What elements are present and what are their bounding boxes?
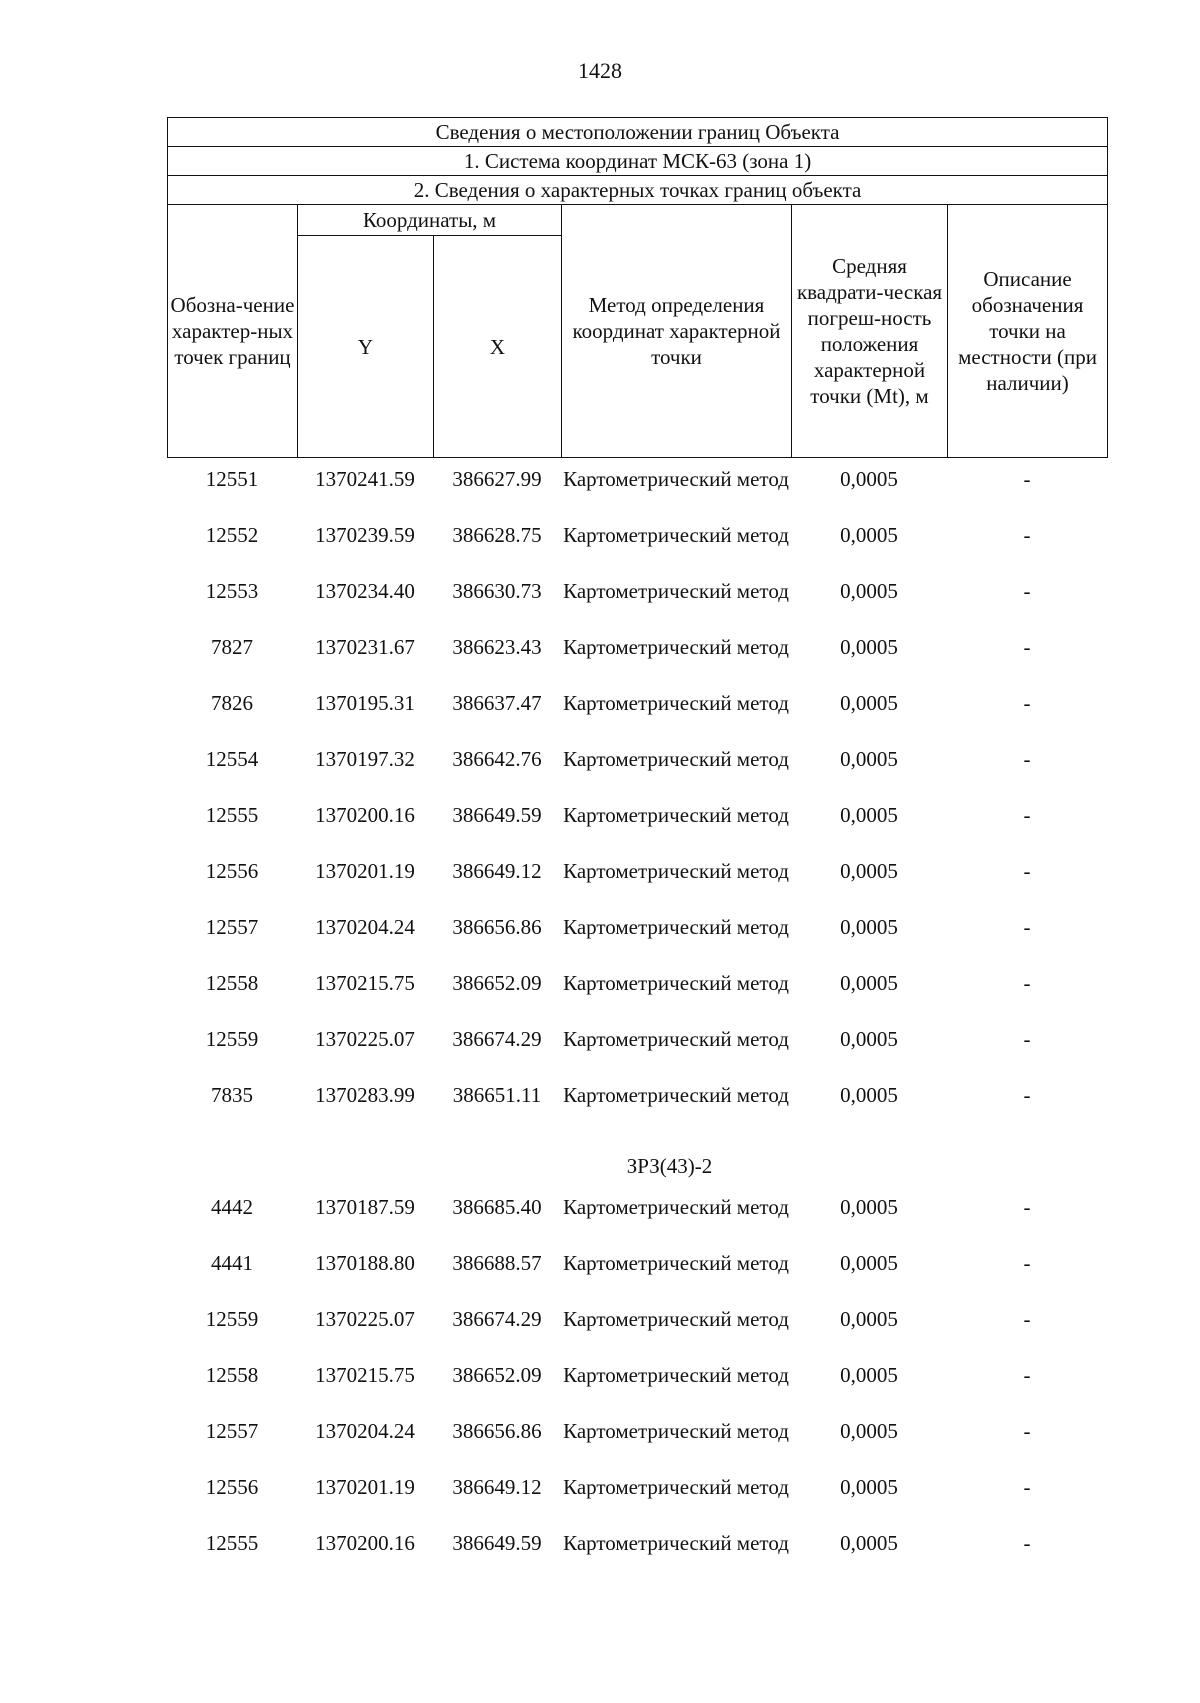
col-header-designation: Обозна-чение характер-ных точек границ <box>168 205 298 458</box>
point-id: 12556 <box>205 859 259 883</box>
point-id: 12555 <box>205 803 259 827</box>
rows-group-1 <box>167 466 1107 1138</box>
method: Картометрический метод <box>563 1195 789 1219</box>
coord-y: 1370201.19 <box>315 1475 415 1499</box>
error-value: 0,0005 <box>840 1475 898 1499</box>
description: - <box>1023 1363 1031 1387</box>
coord-y: 1370234.40 <box>315 579 415 603</box>
coord-x: 386637.47 <box>452 691 542 715</box>
coord-y: 1370195.31 <box>315 691 415 715</box>
error-value: 0,0005 <box>840 579 898 603</box>
coord-y: 1370197.32 <box>315 747 415 771</box>
coord-y: 1370200.16 <box>315 1531 415 1555</box>
coord-x: 386685.40 <box>452 1195 542 1219</box>
method: Картометрический метод <box>563 915 789 939</box>
point-id: 7827 <box>211 635 253 659</box>
section-label: ЗРЗ(43)-2 <box>626 1154 713 1178</box>
method: Картометрический метод <box>563 1251 789 1275</box>
description: - <box>1023 803 1031 827</box>
error-value: 0,0005 <box>840 803 898 827</box>
coord-x: 386674.29 <box>452 1307 542 1331</box>
error-value: 0,0005 <box>840 971 898 995</box>
error-value: 0,0005 <box>840 1363 898 1387</box>
table-row <box>167 1306 1107 1362</box>
method: Картометрический метод <box>563 1363 789 1387</box>
coord-y: 1370225.07 <box>315 1027 415 1051</box>
coord-x: 386649.12 <box>452 1475 542 1499</box>
table-row <box>167 914 1107 970</box>
table-title: Сведения о местоположении границ Объекта <box>168 118 1108 147</box>
error-value: 0,0005 <box>840 1195 898 1219</box>
point-id: 4442 <box>211 1195 253 1219</box>
table-row <box>167 690 1107 746</box>
table-row <box>167 858 1107 914</box>
description: - <box>1023 915 1031 939</box>
error-value: 0,0005 <box>840 635 898 659</box>
coord-x: 386642.76 <box>452 747 542 771</box>
point-id: 12551 <box>205 467 259 491</box>
table-row <box>167 802 1107 858</box>
point-id: 4441 <box>211 1251 253 1275</box>
method: Картометрический метод <box>563 1531 789 1555</box>
method: Картометрический метод <box>563 579 789 603</box>
coord-x: 386649.12 <box>452 859 542 883</box>
col-header-y: Y <box>298 236 434 458</box>
coord-x: 386652.09 <box>452 971 542 995</box>
coord-x: 386627.99 <box>452 467 542 491</box>
table-row <box>167 1026 1107 1082</box>
description: - <box>1023 971 1031 995</box>
rows-group-2 <box>167 1194 1107 1586</box>
method: Картометрический метод <box>563 1419 789 1443</box>
error-value: 0,0005 <box>840 691 898 715</box>
coord-y: 1370241.59 <box>315 467 415 491</box>
coord-y: 1370283.99 <box>315 1083 415 1107</box>
table-row <box>167 634 1107 690</box>
table-row <box>167 1362 1107 1418</box>
point-id: 7835 <box>211 1083 253 1107</box>
error-value: 0,0005 <box>840 1027 898 1051</box>
table-row <box>167 578 1107 634</box>
coord-x: 386674.29 <box>452 1027 542 1051</box>
table-row <box>167 466 1107 522</box>
method: Картометрический метод <box>563 1027 789 1051</box>
table-row <box>167 970 1107 1026</box>
error-value: 0,0005 <box>840 915 898 939</box>
coord-x: 386656.86 <box>452 1419 542 1443</box>
description: - <box>1023 1251 1031 1275</box>
table-row <box>167 1474 1107 1530</box>
table-row <box>167 1530 1107 1586</box>
point-id: 12553 <box>205 579 259 603</box>
point-id: 12558 <box>205 1363 259 1387</box>
description: - <box>1023 1083 1031 1107</box>
coord-x: 386623.43 <box>452 635 542 659</box>
description: - <box>1023 1027 1031 1051</box>
description: - <box>1023 691 1031 715</box>
description: - <box>1023 579 1031 603</box>
point-id: 12559 <box>205 1307 259 1331</box>
table-row <box>167 522 1107 578</box>
col-header-x: X <box>434 236 562 458</box>
coord-y: 1370239.59 <box>315 523 415 547</box>
coord-y: 1370188.80 <box>315 1251 415 1275</box>
method: Картометрический метод <box>563 1475 789 1499</box>
description: - <box>1023 747 1031 771</box>
point-id: 12558 <box>205 971 259 995</box>
section-heading: 2. Сведения о характерных точках границ объекта <box>168 176 1108 205</box>
coord-x: 386628.75 <box>452 523 542 547</box>
description: - <box>1023 1195 1031 1219</box>
error-value: 0,0005 <box>840 1531 898 1555</box>
coord-y: 1370204.24 <box>315 1419 415 1443</box>
col-header-coordinates: Координаты, м <box>298 205 562 236</box>
error-value: 0,0005 <box>840 1307 898 1331</box>
method: Картометрический метод <box>563 747 789 771</box>
table-row <box>167 1418 1107 1474</box>
coord-x: 386688.57 <box>452 1251 542 1275</box>
coord-y: 1370187.59 <box>315 1195 415 1219</box>
col-header-error: Средняя квадрати-ческая погреш-ность положения характерной точки (Mt), м <box>792 205 948 458</box>
description: - <box>1023 523 1031 547</box>
table-header <box>167 117 1108 458</box>
table-row <box>167 746 1107 802</box>
point-id: 12556 <box>205 1475 259 1499</box>
error-value: 0,0005 <box>840 1419 898 1443</box>
coord-y: 1370204.24 <box>315 915 415 939</box>
coord-x: 386649.59 <box>452 1531 542 1555</box>
col-header-method: Метод определения координат характерной точки <box>562 205 792 458</box>
point-id: 12554 <box>205 747 259 771</box>
point-id: 12557 <box>205 915 259 939</box>
description: - <box>1023 1419 1031 1443</box>
description: - <box>1023 1475 1031 1499</box>
error-value: 0,0005 <box>840 747 898 771</box>
coord-x: 386649.59 <box>452 803 542 827</box>
method: Картометрический метод <box>563 971 789 995</box>
description: - <box>1023 1531 1031 1555</box>
table-row <box>167 1250 1107 1306</box>
method: Картометрический метод <box>563 691 789 715</box>
table-row <box>167 1194 1107 1250</box>
coord-y: 1370215.75 <box>315 971 415 995</box>
table-row <box>167 1082 1107 1138</box>
point-id: 7826 <box>211 691 253 715</box>
coord-x: 386656.86 <box>452 915 542 939</box>
method: Картометрический метод <box>563 1307 789 1331</box>
coordinate-system: 1. Система координат МСК-63 (зона 1) <box>168 147 1108 176</box>
page-number: 1428 <box>578 58 622 83</box>
error-value: 0,0005 <box>840 467 898 491</box>
coord-y: 1370225.07 <box>315 1307 415 1331</box>
error-value: 0,0005 <box>840 1083 898 1107</box>
method: Картометрический метод <box>563 803 789 827</box>
point-id: 12557 <box>205 1419 259 1443</box>
method: Картометрический метод <box>563 635 789 659</box>
description: - <box>1023 467 1031 491</box>
point-id: 12555 <box>205 1531 259 1555</box>
error-value: 0,0005 <box>840 859 898 883</box>
table-body <box>167 466 1107 1586</box>
error-value: 0,0005 <box>840 1251 898 1275</box>
coord-x: 386651.11 <box>452 1083 542 1107</box>
point-id: 12559 <box>205 1027 259 1051</box>
method: Картометрический метод <box>563 859 789 883</box>
method: Картометрический метод <box>563 467 789 491</box>
description: - <box>1023 859 1031 883</box>
coord-y: 1370200.16 <box>315 803 415 827</box>
method: Картометрический метод <box>563 1083 789 1107</box>
description: - <box>1023 635 1031 659</box>
coord-x: 386630.73 <box>452 579 542 603</box>
error-value: 0,0005 <box>840 523 898 547</box>
coord-y: 1370201.19 <box>315 859 415 883</box>
point-id: 12552 <box>205 523 259 547</box>
col-header-description: Описание обозначения точки на местности (при наличии) <box>948 205 1108 458</box>
description: - <box>1023 1307 1031 1331</box>
method: Картометрический метод <box>563 523 789 547</box>
coord-y: 1370215.75 <box>315 1363 415 1387</box>
coord-y: 1370231.67 <box>315 635 415 659</box>
coord-x: 386652.09 <box>452 1363 542 1387</box>
